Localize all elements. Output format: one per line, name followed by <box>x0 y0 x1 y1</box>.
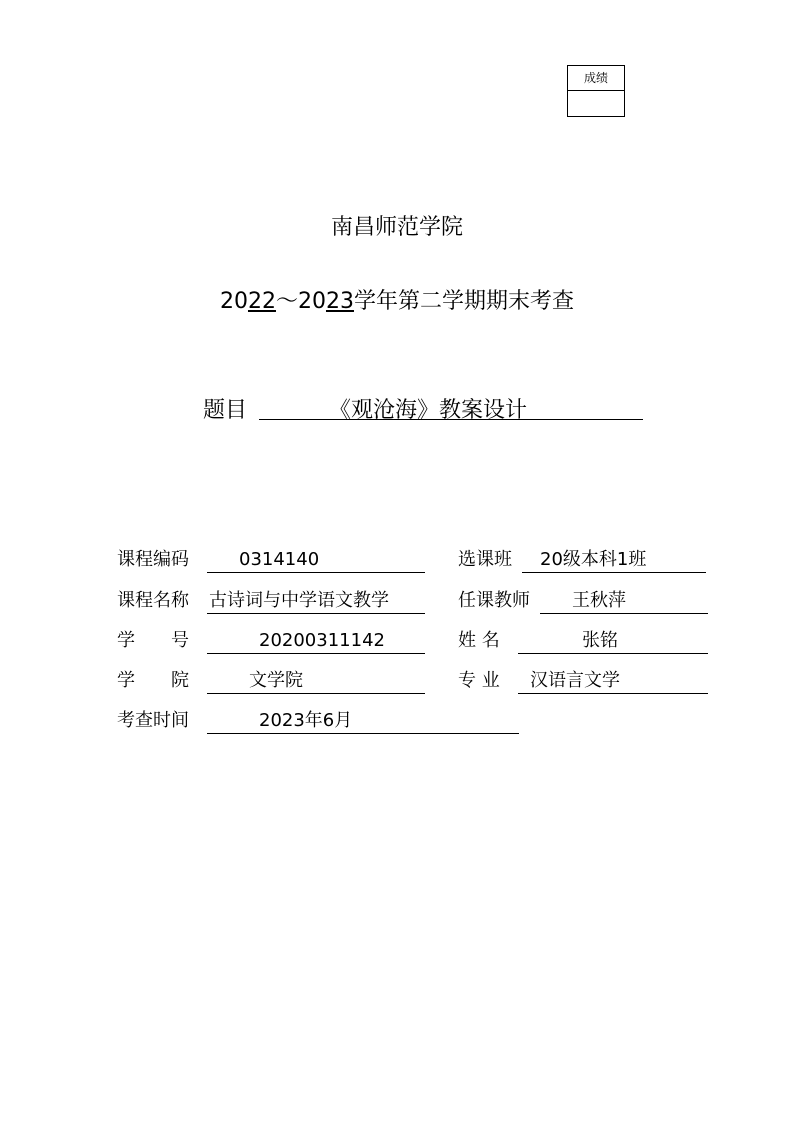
topic-label: 题目 <box>203 398 248 423</box>
term-part-5: 学年第二学期期末考查 <box>353 289 574 314</box>
name-label: 姓 名 <box>458 630 500 651</box>
course-name-value: 古诗词与中学语文教学 <box>209 590 389 611</box>
exam-time-underline <box>207 709 519 734</box>
exam-time-label: 考查时间 <box>117 710 189 731</box>
college-value: 文学院 <box>249 670 303 691</box>
exam-time-value: 2023年6月 <box>259 710 353 731</box>
score-label: 成绩 <box>568 66 624 91</box>
score-box <box>567 65 625 117</box>
course-code-value: 0314140 <box>239 549 320 570</box>
term-title <box>0 284 794 315</box>
topic-value: 《观沧海》教案设计 <box>329 398 528 423</box>
school-name: 南昌师范学院 <box>330 215 463 240</box>
major-label: 专 业 <box>458 670 500 691</box>
teacher-value: 王秋萍 <box>572 590 626 611</box>
college-label: 学 院 <box>117 670 189 691</box>
class-label: 选课班 <box>458 549 512 570</box>
class-value: 20级本科1班 <box>540 549 647 570</box>
college-underline <box>207 669 425 694</box>
course-name-label: 课程名称 <box>117 590 189 611</box>
name-value: 张铭 <box>582 630 618 651</box>
term-part-2: 22 <box>247 289 276 314</box>
teacher-label: 任课教师 <box>458 590 530 611</box>
student-id-label: 学 号 <box>117 630 189 651</box>
term-part-3: ～20 <box>275 289 326 314</box>
term-part-4: 23 <box>325 289 354 314</box>
student-id-value: 20200311142 <box>259 630 385 651</box>
major-value: 汉语言文学 <box>530 670 620 691</box>
course-code-label: 课程编码 <box>117 549 189 570</box>
term-part-1: 20 <box>219 289 248 314</box>
